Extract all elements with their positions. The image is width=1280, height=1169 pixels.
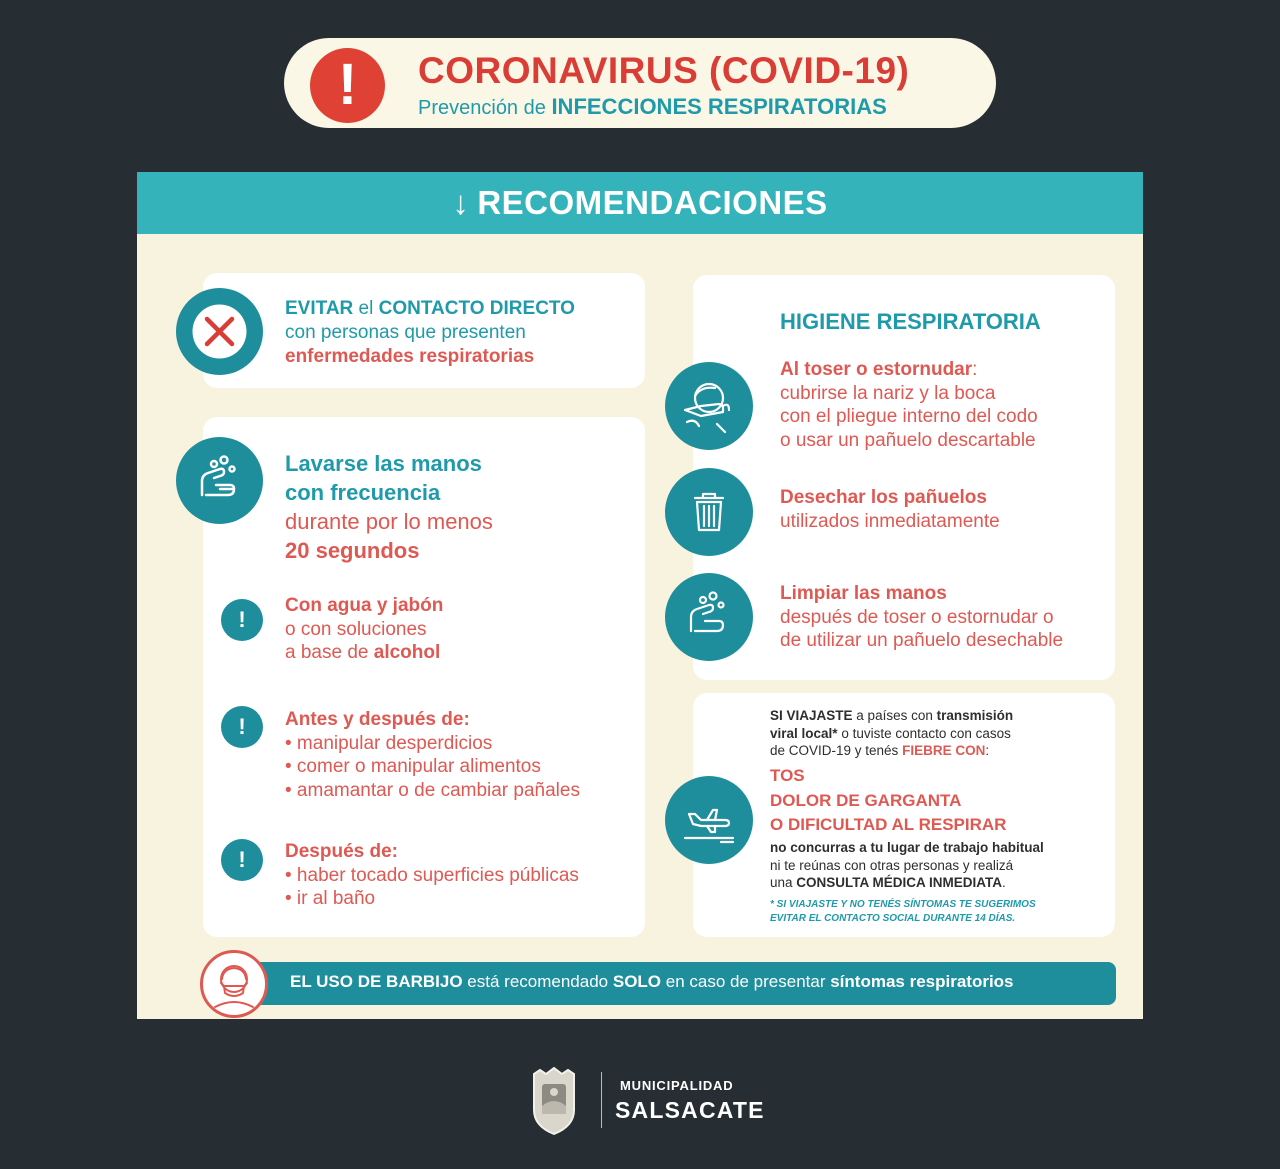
list-item: • amamantar o de cambiar pañales	[285, 779, 580, 801]
handwash-icon	[176, 437, 263, 524]
arrow-down-icon: ↓	[452, 184, 470, 221]
exclamation-icon: !	[221, 599, 263, 641]
list-item: • manipular desperdicios	[285, 732, 493, 754]
municipality-shield-logo	[530, 1066, 578, 1136]
hygiene-title: HIGIENE RESPIRATORIA	[780, 309, 1041, 334]
logo-text-bottom: SALSACATE	[615, 1097, 765, 1123]
airplane-icon	[665, 776, 753, 864]
list-item: • haber tocado superficies públicas	[285, 864, 579, 886]
cough-icon	[665, 362, 753, 450]
mask-recommendation-text: EL USO DE BARBIJO está recomendado SOLO en caso de presentar síntomas respiratorios	[290, 972, 1014, 991]
travel-footnote: * SI VIAJASTE Y NO TENÉS SÍNTOMAS TE SUGERIMOS EVITAR EL CONTACTO SOCIAL DURANTE 14 DÍAS.	[770, 899, 1036, 924]
travel-intro-text: SI VIAJASTE a países con transmisión viral local* o tuviste contacto con casos de COVID-19 y tenés FIEBRE CON:	[770, 708, 1014, 758]
handwash-text: Lavarse las manos con frecuencia durante por lo menos 20 segundos	[285, 451, 493, 563]
list-item: TOS	[770, 766, 805, 785]
exclamation-icon: !	[221, 839, 263, 881]
list-item: DOLOR DE GARGANTA	[770, 790, 962, 810]
symptoms-list	[770, 764, 1006, 838]
close-icon	[176, 288, 263, 375]
soap-water-text: Con agua y jabón o con soluciones a base de alcohol	[285, 595, 444, 663]
clean-hands-text: Limpiar las manos después de toser o estornudar o de utilizar un pañuelo desechable	[780, 583, 1064, 651]
alert-icon: !	[310, 48, 385, 123]
avoid-contact-text: EVITAR el CONTACTO DIRECTO con personas que presenten enfermedades respiratorias	[285, 298, 575, 367]
section-header	[137, 172, 1143, 234]
list-item: O DIFICULTAD AL RESPIRAR	[770, 815, 1007, 834]
before-after-list: Antes y después de: • manipular desperdicios • comer o manipular alimentos • amamantar o de cambiar pañales	[285, 709, 580, 801]
list-item: • ir al baño	[285, 888, 376, 909]
exclamation-icon: !	[221, 706, 263, 748]
logo-divider	[601, 1072, 602, 1128]
dispose-tissues-text: Desechar los pañuelos utilizados inmediatamente	[780, 487, 1000, 532]
trash-icon	[665, 468, 753, 556]
handwash-icon	[665, 573, 753, 661]
logo-text-top: MUNICIPALIDAD	[620, 1078, 734, 1093]
travel-advice-text: no concurras a tu lugar de trabajo habitual ni te reúnas con otras personas y realizá una CONSULTA MÉDICA INMEDIATA.	[770, 840, 1044, 890]
face-mask-icon	[200, 950, 268, 1018]
cough-text: Al toser o estornudar: cubrirse la nariz y la boca con el pliegue interno del codo o usar un pañuelo descartable	[780, 359, 1038, 451]
list-item: • comer o manipular alimentos	[285, 756, 541, 777]
page-title: CORONAVIRUS (COVID-19)	[418, 50, 910, 91]
page-subtitle: Prevención de INFECCIONES RESPIRATORIAS	[418, 94, 887, 119]
section-title: ↓ RECOMENDACIONES	[452, 184, 828, 221]
after-list: Después de: • haber tocado superficies públicas • ir al baño	[285, 841, 579, 909]
